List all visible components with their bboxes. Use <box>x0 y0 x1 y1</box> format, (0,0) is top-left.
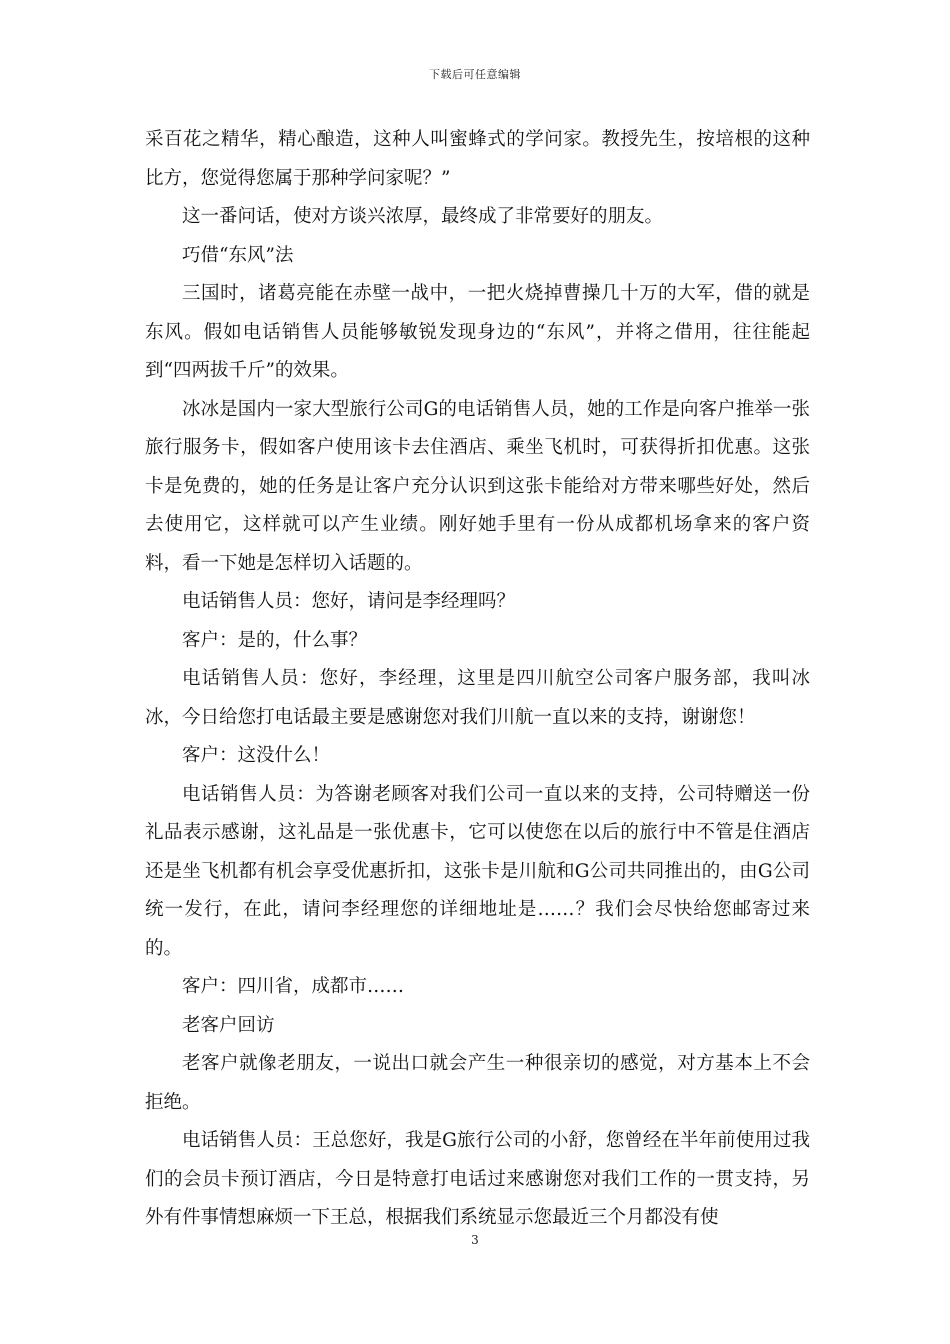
paragraph: 三国时，诸葛亮能在赤壁一战中，一把火烧掉曹操几十万的大军，借的就是东风。假如电话销售人员能够敏锐发现身边的“东风”，并将之借用，往往能起到“四两拔千斤”的效果。 <box>145 283 810 381</box>
dialogue-line: 电话销售人员：您好，李经理，这里是四川航空公司客户服务部，我叫冰冰，今日给您打电话最主要是感谢您对我们川航一直以来的支持，谢谢您！ <box>145 668 810 728</box>
dialogue-line: 客户：这没什么！ <box>182 745 331 766</box>
section-heading: 巧借“东风”法 <box>182 244 294 266</box>
page-number: 3 <box>471 1233 479 1247</box>
dialogue-line: 电话销售人员：为答谢老顾客对我们公司一直以来的支持，公司特赠送一份礼品表示感谢，这礼品是一张优惠卡，它可以使您在以后的旅行中不管是住酒店还是坐飞机都有机会享受优惠折扣，这张卡是川航和G公司共同推出的，由G公司统一发行，在此，请问李经理您的详细地址是……？我们会尽快给您邮寄过来的。 <box>145 783 810 959</box>
paragraph: 这一番问话，使对方谈兴浓厚，最终成了非常要好的朋友。 <box>182 206 664 227</box>
page-header: 下载后可任意编辑 <box>429 68 521 81</box>
dialogue-line: 电话销售人员：王总您好，我是G旅行公司的小舒，您曾经在半年前使用过我们的会员卡预订酒店，今日是特意打电话过来感谢您对我们工作的一贯支持，另外有件事情想麻烦一下王总，根据我们系统显示您最近三个月都没有使 <box>145 1130 810 1228</box>
paragraph: 老客户就像老朋友，一说出口就会产生一种很亲切的感觉，对方基本上不会拒绝。 <box>145 1053 810 1113</box>
dialogue-line: 电话销售人员：您好，请问是李经理吗？ <box>182 591 516 612</box>
paragraph: 冰冰是国内一家大型旅行公司G的电话销售人员，她的工作是向客户推举一张旅行服务卡，假如客户使用该卡去住酒店、乘坐飞机时，可获得折扣优惠。这张卡是免费的，她的任务是让客户充分认识到这张卡能给对方带来哪些好处，然后去使用它，这样就可以产生业绩。刚好她手里有一份从成都机场拿来的客户资料，看一下她是怎样切入话题的。 <box>145 398 810 574</box>
paragraph-continuation: 采百花之精华，精心酿造，这种人叫蜜蜂式的学问家。教授先生，按培根的这种比方，您觉得您属于那种学问家呢？” <box>145 129 810 189</box>
dialogue-line: 客户：四川省，成都市…… <box>182 976 405 997</box>
document-body <box>145 121 810 1238</box>
section-heading: 老客户回访 <box>182 1014 275 1036</box>
dialogue-line: 客户：是的，什么事？ <box>182 629 368 651</box>
